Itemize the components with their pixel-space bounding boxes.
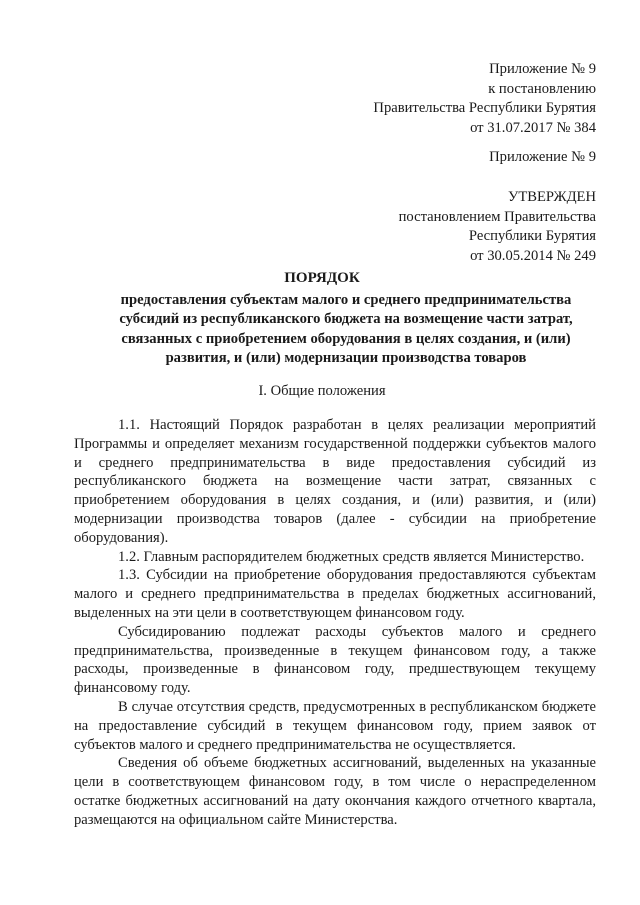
annex-original — [489, 148, 596, 168]
paragraph-1-1: 1.1. Настоящий Порядок разработан в целях реализации мероприятий Программы и определяет механизм государственной поддержки субъектов малого и среднего предпринимательства в виде предоставления субсидий из республиканского бюджета на возмещение части затрат, связанных с приобретением оборудования в целях создания, и (или) развития, и (или) модернизации производства товаров (далее - субсидии на приобретение оборудования). — [74, 417, 596, 546]
approval-by: постановлением Правительства — [398, 208, 596, 225]
document-body — [74, 416, 596, 830]
subtitle-line: развития, и (или) модернизации производства товаров — [165, 349, 527, 366]
approval-date: от 30.05.2014 № 249 — [470, 247, 596, 264]
approval-republic: Республики Бурятия — [468, 228, 596, 245]
section-heading: I. Общие положения — [258, 383, 386, 399]
approval-block — [399, 188, 596, 266]
annex-government: Правительства Республики Бурятия — [373, 100, 596, 117]
paragraph-no-funds: В случае отсутствия средств, предусмотренных в республиканском бюджете на предоставление субсидий в текущем финансовом году, прием заявок от субъектов малого и среднего предпринимательства не осуществляется. — [74, 698, 596, 753]
paragraph-1-2: 1.2. Главным распорядителем бюджетных средств является Министерство. — [118, 548, 585, 565]
annex-ref: к постановлению — [488, 80, 596, 97]
document-subtitle — [86, 291, 606, 368]
paragraph-1-3: 1.3. Субсидии на приобретение оборудования предоставляются субъектам малого и среднего предпринимательства в пределах бюджетных ассигнований, выделенных на эти цели в соответствующем финансовом году. — [74, 567, 596, 621]
subtitle-line: предоставления субъектам малого и среднего предпринимательства — [120, 292, 572, 308]
annex-header — [373, 60, 596, 138]
document-title: ПОРЯДОК — [284, 270, 360, 286]
subtitle-line: субсидий из республиканского бюджета на возмещение части затрат, — [119, 311, 573, 328]
annex-number: Приложение № 9 — [489, 61, 596, 77]
paragraph-subsidizing: Субсидированию подлежат расходы субъектов малого и среднего предпринимательства, произведенные в текущем финансовом году, а также расходы, произведенные в финансовом году, предшествующем текущему финансовому году. — [74, 623, 596, 697]
annex-date: от 31.07.2017 № 384 — [470, 119, 596, 136]
approval-title: УТВЕРЖДЕН — [508, 189, 596, 205]
paragraph-budget-info: Сведения об объеме бюджетных ассигнований, выделенных на указанные цели в соответствующем финансовом году, в том числе о нераспределенном остатке бюджетных ассигнований на дату окончания каждого отчетного квартала, размещаются на официальном сайте Министерства. — [74, 755, 596, 828]
subtitle-line: связанных с приобретением оборудования в целях создания, и (или) — [121, 330, 571, 347]
annex-original-number: Приложение № 9 — [489, 149, 596, 165]
